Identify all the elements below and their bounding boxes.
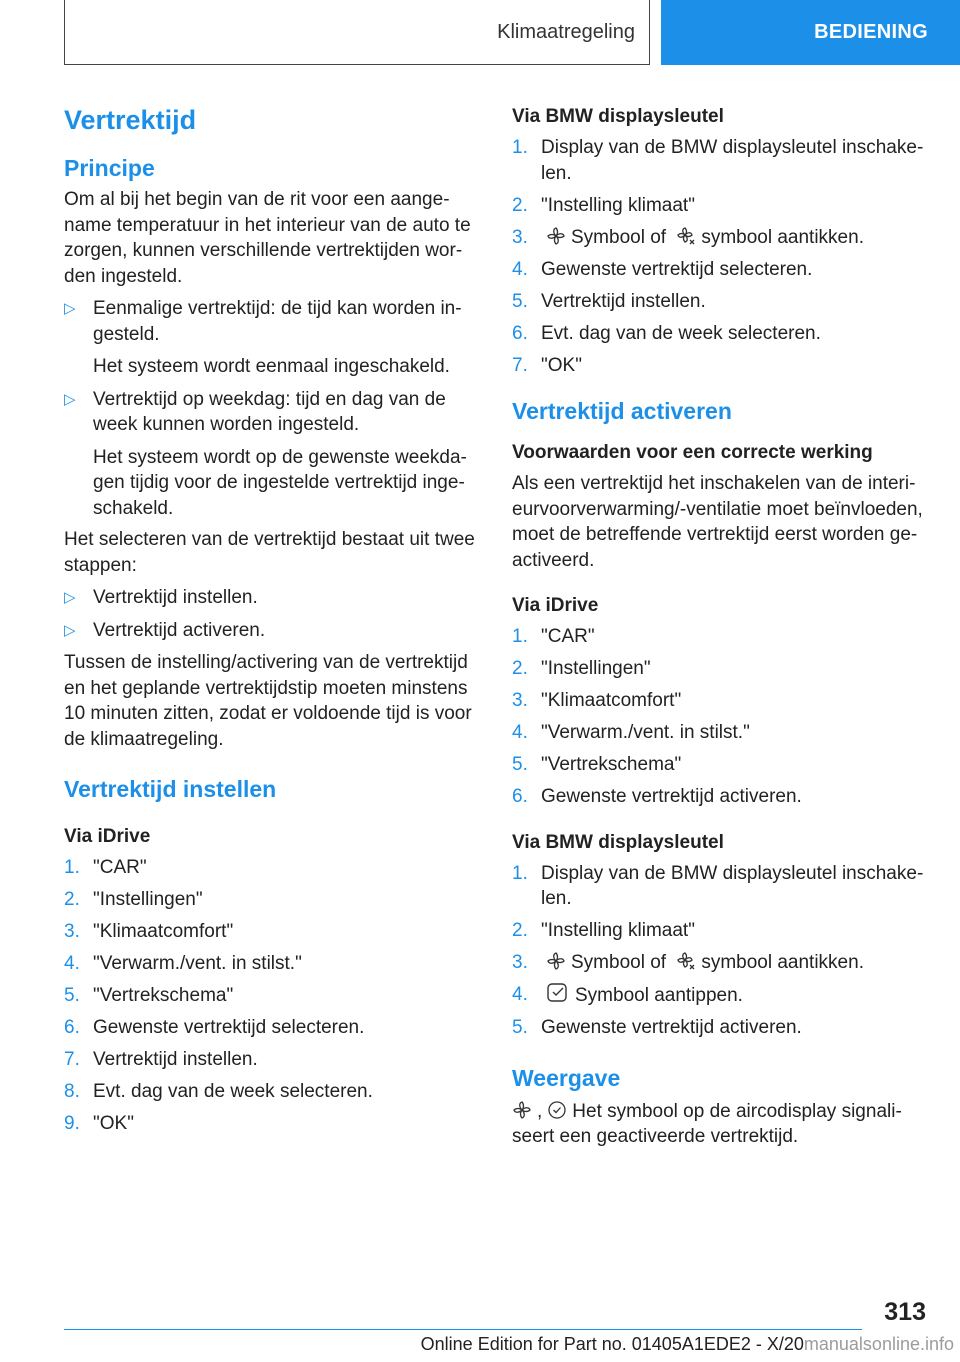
list-item: 2. "Instellingen" [512, 658, 651, 679]
heading-principe: Principe [64, 155, 155, 181]
heading-weergave: Weergave [512, 1064, 621, 1091]
bullet-subtext: Het systeem wordt eenmaal ingeschakeld. [93, 356, 450, 377]
footer-brand: manualsonline.info [803, 1334, 954, 1354]
weergave-text: , Het symbool op de aircodisplay signaliseert een geactiveerde vertrektijd. [512, 1100, 902, 1147]
fan-heat-icon [676, 226, 696, 246]
list-item: 3. "Klimaatcomfort" [64, 921, 234, 942]
header-section-box [64, 0, 650, 65]
left-column [64, 97, 480, 1143]
heading-activeren: Vertrektijd activeren [512, 398, 732, 424]
list-item: 2. "Instellingen" [64, 889, 203, 910]
timer-toggle-icon [546, 982, 570, 1004]
steps-intro: Het selecteren van de vertrektijd bestaat uit twee stappen: [64, 529, 475, 576]
footer-edition: Online Edition for Part no. 01405A1EDE2 - X/20manualsonline.info [420, 1334, 954, 1354]
instellen-steps [64, 855, 480, 1137]
fan-icon [546, 226, 566, 246]
principe-intro: Om al bij het begin van de rit voor een aangename temperatuur in het interieur van de auto te zorgen, kunnen verschillende vertrektijden worden ingesteld. [64, 189, 471, 287]
subheading-via-idrive: Via iDrive [64, 826, 151, 847]
list-item: ▷ Vertrektijd activeren. [64, 618, 480, 644]
list-item: 2. "Instelling klimaat" [512, 920, 695, 941]
bmw-key-steps-set [512, 135, 928, 378]
list-item: 4. Gewenste vertrektijd selecteren. [512, 258, 813, 280]
timing-note: Tussen de instelling/activering van de vertrektijd en het geplande vertrektijdstip moeten minstens 10 minuten zitten, zodat er voldoende tijd is voor de klimaatregeling. [64, 652, 472, 750]
page-title: Vertrektijd [64, 105, 197, 135]
list-item: 1. "CAR" [512, 626, 595, 647]
list-item: 8. Evt. dag van de week selecteren. [64, 1081, 373, 1102]
principe-bullets [64, 296, 480, 347]
section-title: Klimaatregeling [497, 20, 635, 43]
subheading-via-idrive: Via iDrive [512, 595, 599, 616]
page-number: 313 [884, 1298, 926, 1326]
list-item: 3. "Klimaatcomfort" [512, 690, 682, 711]
list-item: 6. Gewenste vertrektijd activeren. [512, 786, 802, 807]
chapter-tab: BEDIENING [661, 0, 960, 65]
list-item: 3. Symbool of symbool aantikken. [512, 952, 864, 973]
list-item: 4. "Verwarm./vent. in stilst." [512, 722, 750, 743]
list-item: 3. Symbool of symbool aantikken. [512, 226, 864, 248]
triangle-bullet-icon: ▷ [64, 300, 76, 317]
subheading-via-bmw-displaysleutel: Via BMW displaysleutel [512, 106, 724, 127]
list-item: 9. "OK" [64, 1113, 134, 1134]
list-item: 1. "CAR" [64, 857, 147, 878]
fan-icon [546, 951, 566, 971]
list-item: 5. "Vertrekschema" [64, 985, 234, 1006]
fan-heat-icon [676, 951, 696, 971]
footer-divider [64, 1329, 862, 1330]
voorwaarden-text: Als een vertrektijd het inschakelen van de interieurvoorverwarming/-ventilatie moet beïnvloeden, moet de betreffende vertrektijd eerst worden geactiveerd. [512, 473, 923, 571]
subheading-voorwaarden: Voorwaarden voor een correcte werking [512, 442, 873, 463]
triangle-bullet-icon: ▷ [64, 390, 76, 408]
fan-icon [512, 1100, 532, 1120]
right-column [512, 104, 928, 1156]
list-item: 2. "Instelling klimaat" [512, 194, 695, 216]
steps-bullets [64, 585, 480, 643]
list-item: 4. "Verwarm./vent. in stilst." [64, 953, 302, 974]
list-item: 4. Symbool aantippen. [512, 984, 743, 1006]
bmw-key-steps-activate [512, 861, 928, 1041]
triangle-bullet-icon: ▷ [64, 621, 76, 639]
clock-icon [547, 1100, 567, 1120]
list-item: ▷ Vertrektijd instellen. [64, 585, 480, 611]
list-item: 5. "Vertrekschema" [512, 754, 682, 775]
subheading-via-bmw-displaysleutel: Via BMW displaysleutel [512, 831, 724, 853]
bullet-subtext: Het systeem wordt op de gewenste weekdagen tijdig voor de ingestelde vertrektijd ingeschakeld. [93, 446, 467, 519]
activeren-steps [512, 624, 928, 810]
heading-instellen: Vertrektijd instellen [64, 776, 277, 802]
list-item: 7. Vertrektijd instellen. [64, 1049, 258, 1070]
triangle-bullet-icon: ▷ [64, 589, 76, 606]
list-item: 1. Display van de BMW displaysleutel inschakelen. [512, 862, 924, 909]
list-item: ▷ Vertrektijd op weekdag: tijd en dag van de week kunnen worden ingesteld. [64, 388, 446, 435]
list-item: 5. Vertrektijd instellen. [512, 290, 706, 312]
list-item: 1. Display van de BMW displaysleutel inschakelen. [512, 137, 924, 184]
list-item: ▷ Eenmalige vertrektijd: de tijd kan worden ingesteld. [64, 298, 462, 345]
list-item: 6. Evt. dag van de week selecteren. [512, 322, 821, 344]
list-item: 5. Gewenste vertrektijd activeren. [512, 1017, 802, 1038]
list-item: 7. "OK" [512, 354, 582, 376]
list-item: 6. Gewenste vertrektijd selecteren. [64, 1017, 365, 1038]
